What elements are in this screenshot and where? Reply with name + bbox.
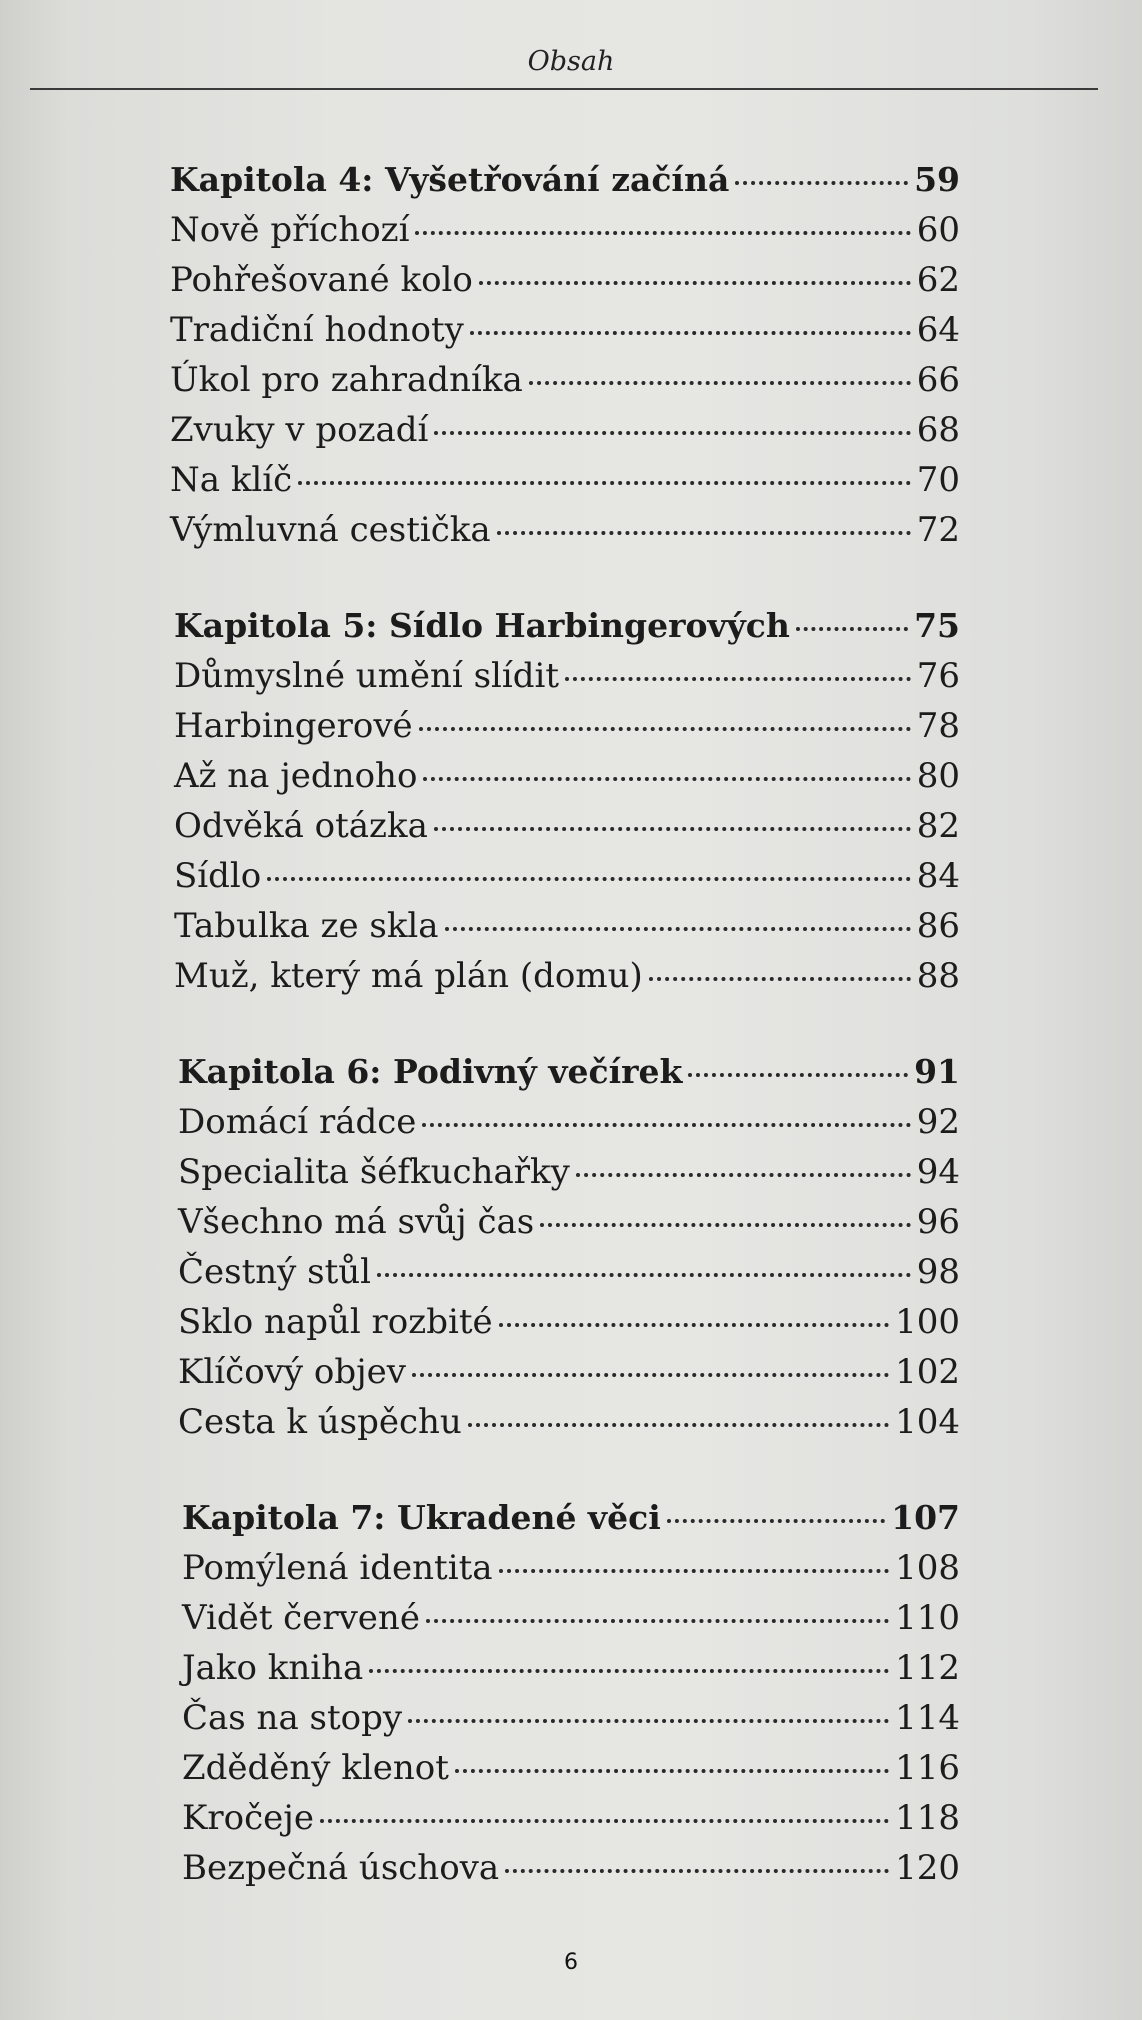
entry-page-number: 66 [916,360,960,400]
toc-entry [178,1252,960,1302]
dot-leader [479,281,911,285]
toc-entry [182,1548,960,1598]
entry-page-number: 78 [916,706,960,746]
dot-leader [377,1273,911,1277]
toc-section-chapter-4 [170,160,960,560]
toc-entry [170,260,960,310]
toc-section-chapter-7 [182,1498,960,1898]
dot-leader [505,1869,889,1873]
entry-title: Domácí rádce [178,1102,417,1142]
toc-entry [170,210,960,260]
entry-title: Úkol pro zahradníka [170,360,523,400]
entry-title: Na klíč [170,460,293,500]
entry-title: Odvěká otázka [174,806,428,846]
dot-leader [735,181,908,185]
chapter-title: Kapitola 4: Vyšetřování začíná [170,160,730,199]
entry-page-number: 80 [916,756,960,796]
toc-entry [170,310,960,360]
entry-page-number: 62 [916,260,960,300]
entry-page-number: 68 [916,410,960,450]
dot-leader [408,1719,889,1723]
dot-leader [565,677,911,681]
toc-entry [182,1798,960,1848]
dot-leader [499,1569,890,1573]
toc-chapter-heading [178,1052,960,1102]
dot-leader [419,727,911,731]
entry-title: Pohřešované kolo [170,260,473,300]
entry-page-number: 118 [895,1798,960,1838]
toc-entry [174,956,960,1006]
entry-title: Jako kniha [182,1648,364,1688]
dot-leader [320,1819,889,1823]
table-of-contents [170,160,960,1944]
entry-page-number: 120 [895,1848,960,1888]
entry-title: Čestný stůl [178,1252,372,1292]
dot-leader [455,1769,889,1773]
entry-title: Důmyslné umění slídit [174,656,560,696]
entry-title: Čas na stopy [182,1698,403,1738]
entry-page-number: 110 [895,1598,960,1638]
entry-title: Tabulka ze skla [174,906,439,946]
dot-leader [434,827,911,831]
entry-page-number: 64 [916,310,960,350]
dot-leader [412,1373,889,1377]
dot-leader [468,1423,889,1427]
header-rule [30,88,1098,90]
dot-leader [434,431,910,435]
entry-title: Harbingerové [174,706,413,746]
dot-leader [667,1519,885,1523]
page-number: 6 [564,1950,578,1975]
toc-entry [182,1848,960,1898]
entry-title: Nově příchozí [170,210,410,250]
chapter-page-number: 107 [891,1498,960,1537]
entry-page-number: 88 [916,956,960,996]
dot-leader [267,877,910,881]
toc-entry [178,1202,960,1252]
toc-entry [174,756,960,806]
entry-page-number: 72 [916,510,960,550]
entry-page-number: 114 [895,1698,960,1738]
dot-leader [423,777,910,781]
toc-entry [174,906,960,956]
dot-leader [445,927,911,931]
entry-title: Pomýlená identita [182,1548,493,1588]
toc-entry [178,1302,960,1352]
dot-leader [369,1669,889,1673]
toc-chapter-heading [174,606,960,656]
toc-chapter-heading [182,1498,960,1548]
dot-leader [796,627,908,631]
entry-title: Bezpečná úschova [182,1848,500,1888]
chapter-title: Kapitola 5: Sídlo Harbingerových [174,606,790,645]
entry-page-number: 116 [895,1748,960,1788]
dot-leader [470,331,911,335]
toc-section-chapter-6 [178,1052,960,1452]
toc-entry [178,1402,960,1452]
dot-leader [529,381,911,385]
toc-chapter-heading [170,160,960,210]
entry-page-number: 94 [916,1152,960,1192]
dot-leader [422,1123,910,1127]
running-head: Obsah [527,46,615,77]
dot-leader [688,1073,908,1077]
entry-page-number: 86 [916,906,960,946]
entry-title: Všechno má svůj čas [178,1202,535,1242]
entry-title: Zděděný klenot [182,1748,449,1788]
toc-entry [182,1648,960,1698]
dot-leader [499,1323,889,1327]
toc-entry [178,1352,960,1402]
toc-entry [170,510,960,560]
toc-section-chapter-5 [174,606,960,1006]
toc-entry [178,1102,960,1152]
toc-entry [174,706,960,756]
toc-entry [170,360,960,410]
toc-entry [178,1152,960,1202]
toc-entry [170,410,960,460]
entry-page-number: 84 [916,856,960,896]
toc-entry [174,656,960,706]
entry-page-number: 104 [895,1402,960,1442]
entry-title: Muž, který má plán (domu) [174,956,643,996]
toc-entry [182,1598,960,1648]
entry-title: Cesta k úspěchu [178,1402,462,1442]
entry-page-number: 82 [916,806,960,846]
entry-page-number: 102 [895,1352,960,1392]
entry-page-number: 112 [895,1648,960,1688]
toc-entry [174,806,960,856]
entry-title: Specialita šéfkuchařky [178,1152,570,1192]
dot-leader [540,1223,911,1227]
entry-page-number: 108 [895,1548,960,1588]
entry-title: Kročeje [182,1798,314,1838]
chapter-title: Kapitola 7: Ukradené věci [182,1498,661,1537]
dot-leader [576,1173,911,1177]
dot-leader [497,531,911,535]
entry-title: Zvuky v pozadí [170,410,429,450]
entry-page-number: 92 [916,1102,960,1142]
dot-leader [415,231,910,235]
dot-leader [649,977,911,981]
toc-entry [182,1748,960,1798]
dot-leader [426,1619,889,1623]
entry-page-number: 96 [916,1202,960,1242]
chapter-page-number: 59 [914,160,960,199]
entry-title: Tradiční hodnoty [170,310,464,350]
entry-page-number: 60 [916,210,960,250]
toc-entry [170,460,960,510]
chapter-page-number: 75 [914,606,960,645]
entry-title: Až na jednoho [174,756,418,796]
dot-leader [298,481,911,485]
entry-page-number: 100 [895,1302,960,1342]
chapter-title: Kapitola 6: Podivný večírek [178,1052,683,1091]
entry-page-number: 76 [916,656,960,696]
entry-title: Klíčový objev [178,1352,406,1392]
toc-entry [182,1698,960,1748]
entry-title: Sídlo [174,856,262,896]
toc-entry [174,856,960,906]
entry-title: Sklo napůl rozbité [178,1302,493,1342]
entry-title: Výmluvná cestička [170,510,491,550]
chapter-page-number: 91 [914,1052,960,1091]
entry-title: Vidět červené [182,1598,420,1638]
entry-page-number: 70 [916,460,960,500]
entry-page-number: 98 [916,1252,960,1292]
